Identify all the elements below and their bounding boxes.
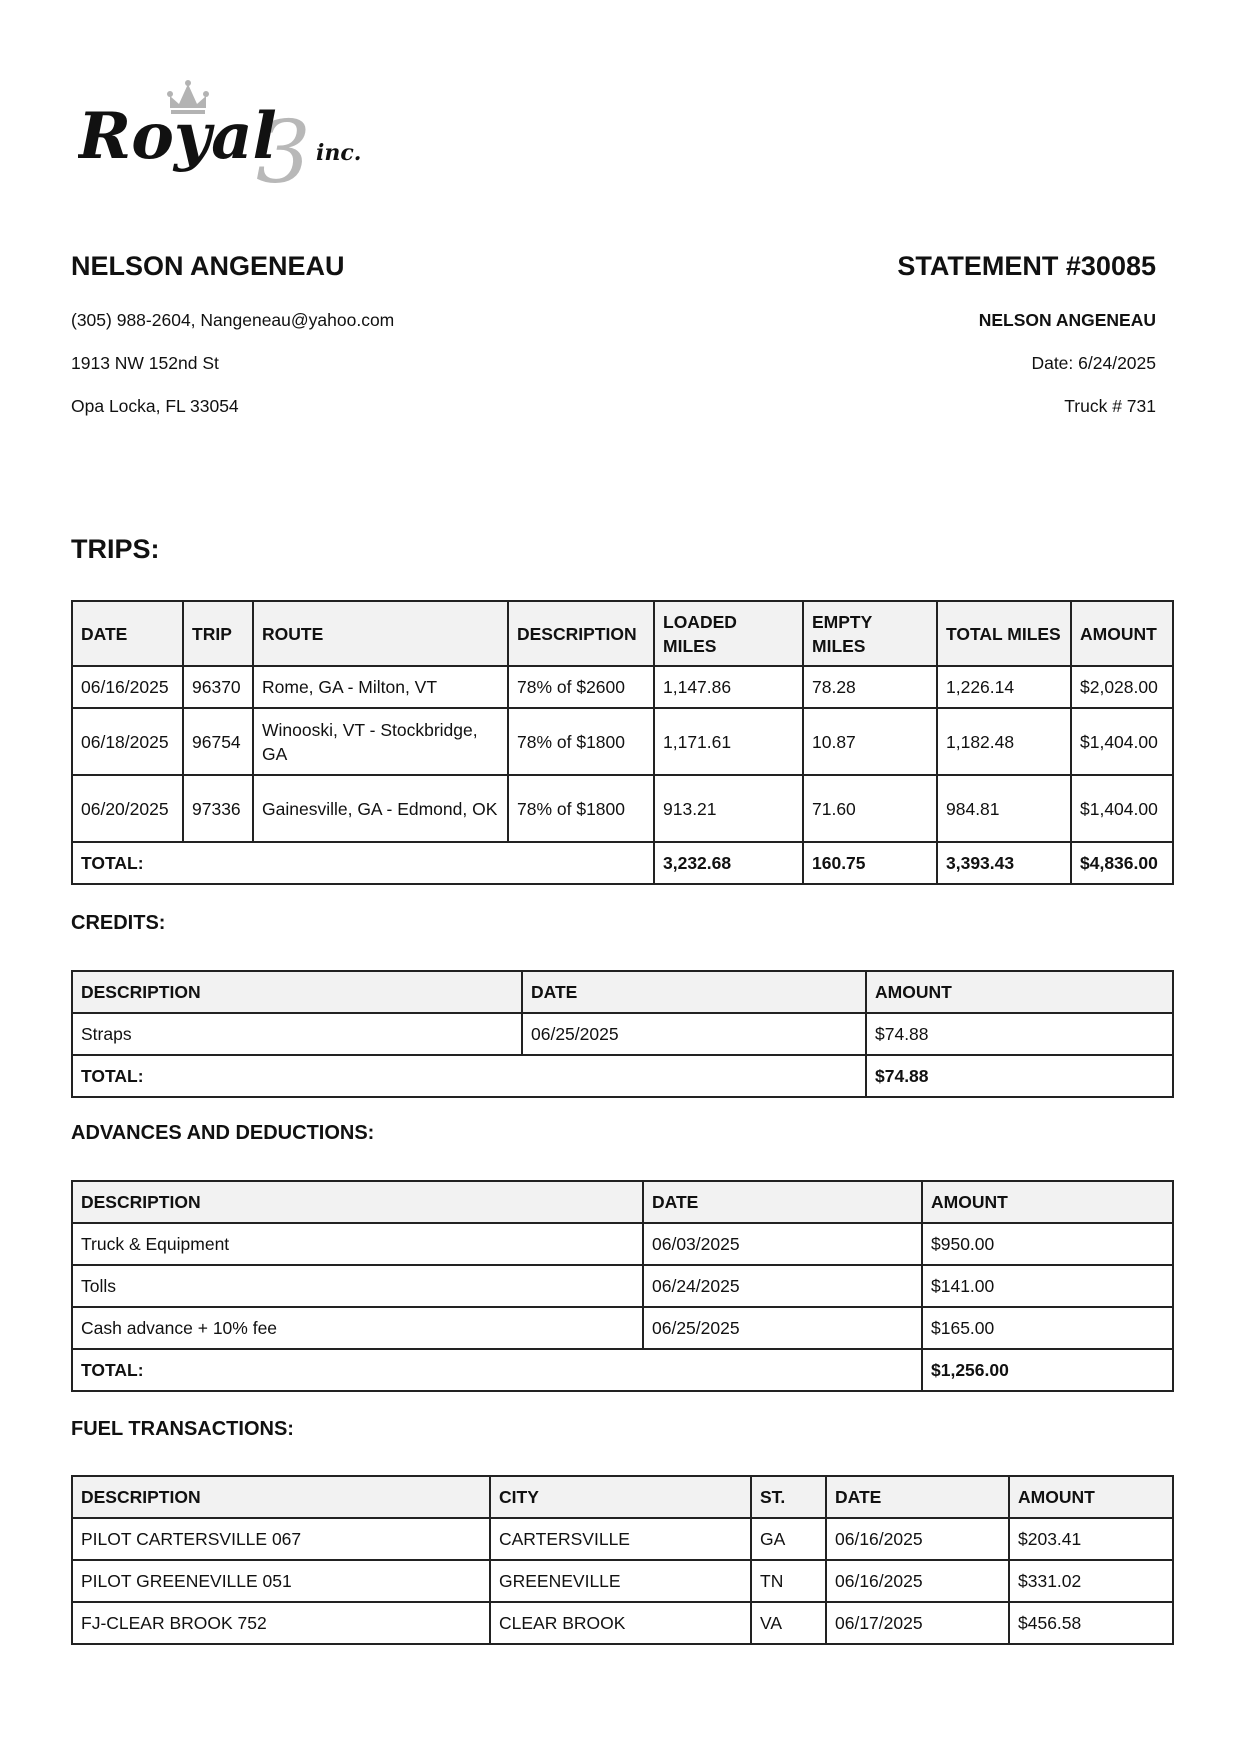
- col-header: DESCRIPTION: [72, 1181, 643, 1223]
- table-cell: 913.21: [654, 775, 803, 842]
- total-loaded-miles: 3,232.68: [654, 842, 803, 884]
- table-cell: TN: [751, 1560, 826, 1602]
- col-header: CITY: [490, 1476, 751, 1518]
- table-cell: $1,404.00: [1071, 708, 1173, 775]
- table-header-row: [72, 601, 1173, 666]
- total-label: TOTAL:: [72, 842, 654, 884]
- col-header: ST.: [751, 1476, 826, 1518]
- table-row: [72, 708, 1173, 775]
- trips-table: [71, 600, 1174, 885]
- col-header: AMOUNT: [922, 1181, 1173, 1223]
- table-cell: VA: [751, 1602, 826, 1644]
- trips-heading: TRIPS:: [71, 534, 160, 564]
- table-cell: 06/16/2025: [72, 666, 183, 708]
- table-row: [72, 1265, 1173, 1307]
- table-header-row: [72, 1181, 1173, 1223]
- statement-driver-name: NELSON ANGENEAU: [978, 310, 1156, 330]
- credits-heading: CREDITS:: [71, 912, 166, 934]
- driver-info: [71, 250, 395, 416]
- table-cell: 06/16/2025: [826, 1560, 1009, 1602]
- table-cell: GREENEVILLE: [490, 1560, 751, 1602]
- table-cell: $1,404.00: [1071, 775, 1173, 842]
- table-cell: 71.60: [803, 775, 937, 842]
- col-header: TOTAL MILES: [937, 601, 1071, 666]
- table-cell: 06/20/2025: [72, 775, 183, 842]
- table-cell: FJ-CLEAR BROOK 752: [72, 1602, 490, 1644]
- col-header: DATE: [522, 971, 866, 1013]
- table-row: [72, 1013, 1173, 1055]
- col-header: DESCRIPTION: [72, 1476, 490, 1518]
- col-header: DESCRIPTION: [72, 971, 522, 1013]
- table-cell: $203.41: [1009, 1518, 1173, 1560]
- col-header: EMPTY MILES: [803, 601, 937, 666]
- table-cell: GA: [751, 1518, 826, 1560]
- table-header-row: [72, 1476, 1173, 1518]
- table-cell: 06/03/2025: [643, 1223, 922, 1265]
- table-cell: 06/24/2025: [643, 1265, 922, 1307]
- table-cell: 96370: [183, 666, 253, 708]
- table-cell: $331.02: [1009, 1560, 1173, 1602]
- table-cell: 06/25/2025: [643, 1307, 922, 1349]
- table-cell: 06/25/2025: [522, 1013, 866, 1055]
- table-row: [72, 1307, 1173, 1349]
- col-header: DATE: [643, 1181, 922, 1223]
- total-amount: $1,256.00: [922, 1349, 1173, 1391]
- table-row: [72, 666, 1173, 708]
- advances-table: [71, 1180, 1174, 1392]
- table-cell: $2,028.00: [1071, 666, 1173, 708]
- company-logo: [78, 80, 378, 190]
- col-header: DESCRIPTION: [508, 601, 654, 666]
- table-cell: 78.28: [803, 666, 937, 708]
- table-cell: 78% of $2600: [508, 666, 654, 708]
- total-miles: 3,393.43: [937, 842, 1071, 884]
- table-cell: $165.00: [922, 1307, 1173, 1349]
- table-row: [72, 1560, 1173, 1602]
- table-cell: CARTERSVILLE: [490, 1518, 751, 1560]
- table-cell: 1,171.61: [654, 708, 803, 775]
- table-cell: Truck & Equipment: [72, 1223, 643, 1265]
- total-label: TOTAL:: [72, 1055, 866, 1097]
- table-cell: Rome, GA - Milton, VT: [253, 666, 508, 708]
- table-cell: 96754: [183, 708, 253, 775]
- table-cell: $74.88: [866, 1013, 1173, 1055]
- table-cell: 78% of $1800: [508, 708, 654, 775]
- table-row: [72, 1223, 1173, 1265]
- total-row: [72, 1349, 1173, 1391]
- total-label: TOTAL:: [72, 1349, 922, 1391]
- table-cell: 1,226.14: [937, 666, 1071, 708]
- table-header-row: [72, 971, 1173, 1013]
- table-cell: $456.58: [1009, 1602, 1173, 1644]
- table-cell: 78% of $1800: [508, 775, 654, 842]
- total-amount: $4,836.00: [1071, 842, 1173, 884]
- credits-table: [71, 970, 1174, 1098]
- driver-name: NELSON ANGENEAU: [71, 251, 345, 281]
- col-header: AMOUNT: [866, 971, 1173, 1013]
- table-cell: PILOT CARTERSVILLE 067: [72, 1518, 490, 1560]
- table-cell: 1,147.86: [654, 666, 803, 708]
- total-row: [72, 842, 1173, 884]
- col-header: DATE: [72, 601, 183, 666]
- table-cell: 06/16/2025: [826, 1518, 1009, 1560]
- driver-contact: (305) 988-2604, Nangeneau@yahoo.com: [71, 310, 395, 330]
- advances-heading: ADVANCES AND DEDUCTIONS:: [71, 1122, 375, 1144]
- table-row: [72, 1602, 1173, 1644]
- truck-number: Truck # 731: [1064, 396, 1156, 416]
- total-amount: $74.88: [866, 1055, 1173, 1097]
- table-cell: Straps: [72, 1013, 522, 1055]
- table-cell: 1,182.48: [937, 708, 1071, 775]
- table-cell: $950.00: [922, 1223, 1173, 1265]
- table-cell: PILOT GREENEVILLE 051: [72, 1560, 490, 1602]
- table-cell: 06/17/2025: [826, 1602, 1009, 1644]
- table-cell: Winooski, VT - Stockbridge, GA: [253, 708, 508, 775]
- statement-info: [897, 250, 1156, 416]
- col-header: LOADED MILES: [654, 601, 803, 666]
- table-row: [72, 1518, 1173, 1560]
- table-cell: Cash advance + 10% fee: [72, 1307, 643, 1349]
- table-cell: Gainesville, GA - Edmond, OK: [253, 775, 508, 842]
- table-cell: 97336: [183, 775, 253, 842]
- col-header: TRIP: [183, 601, 253, 666]
- table-cell: Tolls: [72, 1265, 643, 1307]
- col-header: AMOUNT: [1009, 1476, 1173, 1518]
- driver-address-line2: Opa Locka, FL 33054: [71, 396, 239, 416]
- total-empty-miles: 160.75: [803, 842, 937, 884]
- table-cell: $141.00: [922, 1265, 1173, 1307]
- driver-address-line1: 1913 NW 152nd St: [71, 353, 219, 373]
- table-cell: 10.87: [803, 708, 937, 775]
- col-header: DATE: [826, 1476, 1009, 1518]
- col-header: AMOUNT: [1071, 601, 1173, 666]
- logo-suffix: inc.: [316, 140, 362, 166]
- statement-title: STATEMENT #30085: [897, 251, 1156, 281]
- table-row: [72, 775, 1173, 842]
- table-cell: CLEAR BROOK: [490, 1602, 751, 1644]
- logo-numeral: 3: [256, 103, 311, 190]
- table-cell: 06/18/2025: [72, 708, 183, 775]
- logo-script: Royal: [78, 99, 277, 174]
- fuel-heading: FUEL TRANSACTIONS:: [71, 1418, 294, 1440]
- statement-date: Date: 6/24/2025: [1031, 353, 1156, 373]
- fuel-table: [71, 1475, 1174, 1645]
- total-row: [72, 1055, 1173, 1097]
- col-header: ROUTE: [253, 601, 508, 666]
- table-cell: 984.81: [937, 775, 1071, 842]
